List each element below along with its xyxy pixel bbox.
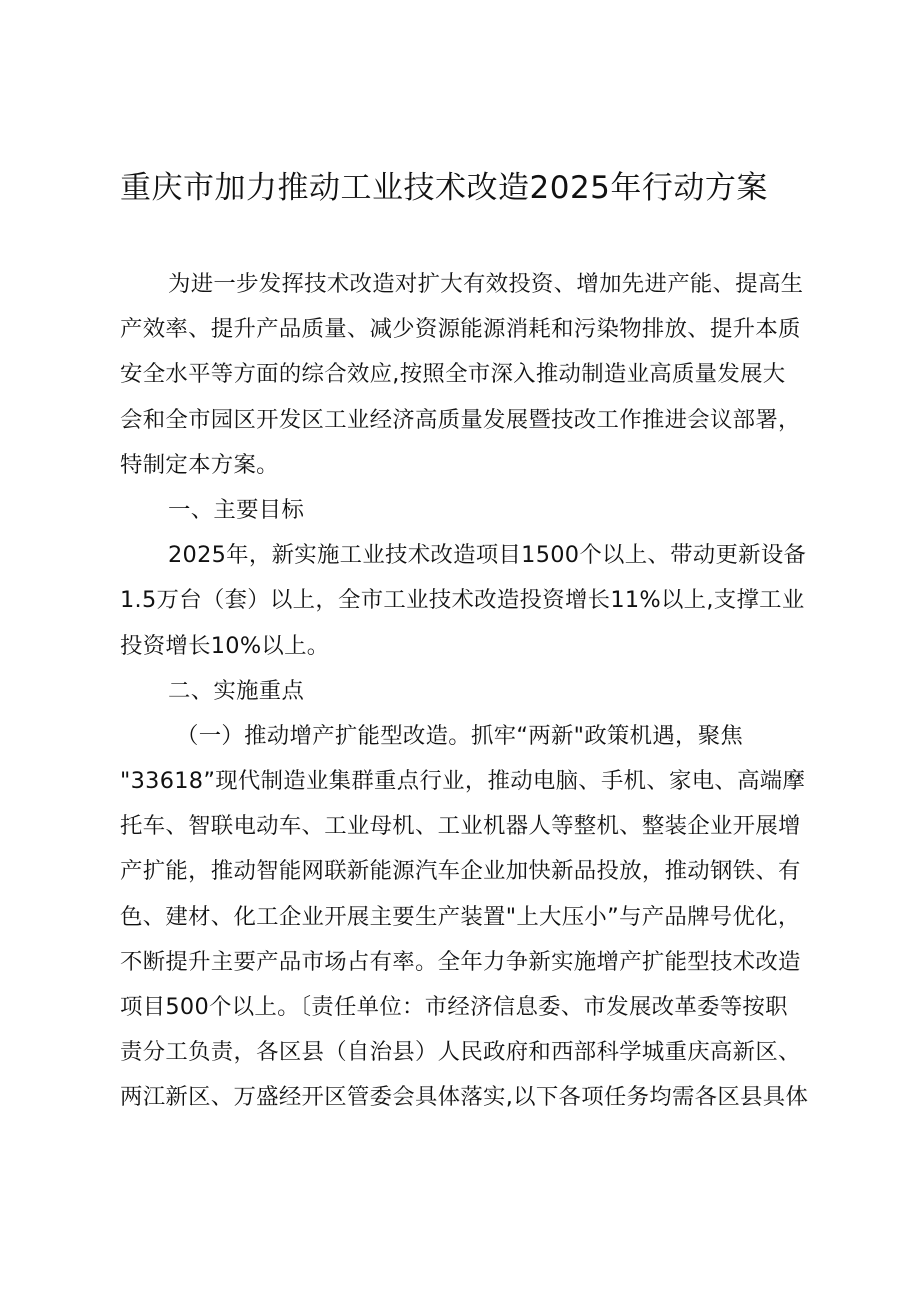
priority-1-line-5: 色、建材、化工企业开展主要生产装置"上大压小”与产品牌号优化， [120,903,801,930]
intro-line-4: 会和全市园区开发区工业经济高质量发展暨技改工作推进会议部署， [120,406,801,433]
goals-line-3: 投资增长10%以上。 [120,632,330,659]
priority-1-line-4: 产扩能，推动智能网联新能源汽车企业加快新品投放，推动钢铁、有 [120,858,801,885]
goals-line-2: 1.5万台（套）以上，全市工业技术改造投资增长11%以上,支撑工业 [120,587,805,614]
priority-1-line-1: （一）推动增产扩能型改造。抓牢“两新"政策机遇，聚焦 [176,722,744,749]
intro-line-3: 安全水平等方面的综合效应,按照全市深入推动制造业高质量发展大 [120,361,786,388]
intro-line-1: 为进一步发挥技术改造对扩大有效投资、增加先进产能、提高生 [168,271,804,297]
priority-1-line-3: 托车、智联电动车、工业母机、工业机器人等整机、整装企业开展增 [120,813,801,840]
priority-1-line-6: 不断提升主要产品市场占有率。全年力争新实施增产扩能型技术改造 [120,948,801,975]
priority-1-line-8: 责分工负责，各区县（自治县）人民政府和西部科学城重庆高新区、 [120,1039,801,1066]
intro-line-5: 特制定本方案。 [120,451,279,478]
priority-1-line-9: 两江新区、万盛经开区管委会具体落实,以下各项任务均需各区县具体 [120,1084,809,1111]
intro-line-2: 产效率、提升产品质量、减少资源能源消耗和污染物排放、提升本质 [120,316,801,343]
section-heading-priorities: 二、实施重点 [168,677,305,704]
priority-1-line-7: 项目500个以上。〔责任单位：市经济信息委、市发展改革委等按职 [120,994,788,1020]
document-title: 重庆市加力推动工业技术改造2025年行动方案 [120,170,768,206]
document-body [120,262,810,1121]
goals-line-1: 2025年，新实施工业技术改造项目1500个以上、带动更新设备 [168,542,807,569]
section-heading-goals: 一、主要目标 [168,496,305,523]
priority-1-line-2: "33618”现代制造业集群重点行业，推动电脑、手机、家电、高端摩 [120,768,806,795]
